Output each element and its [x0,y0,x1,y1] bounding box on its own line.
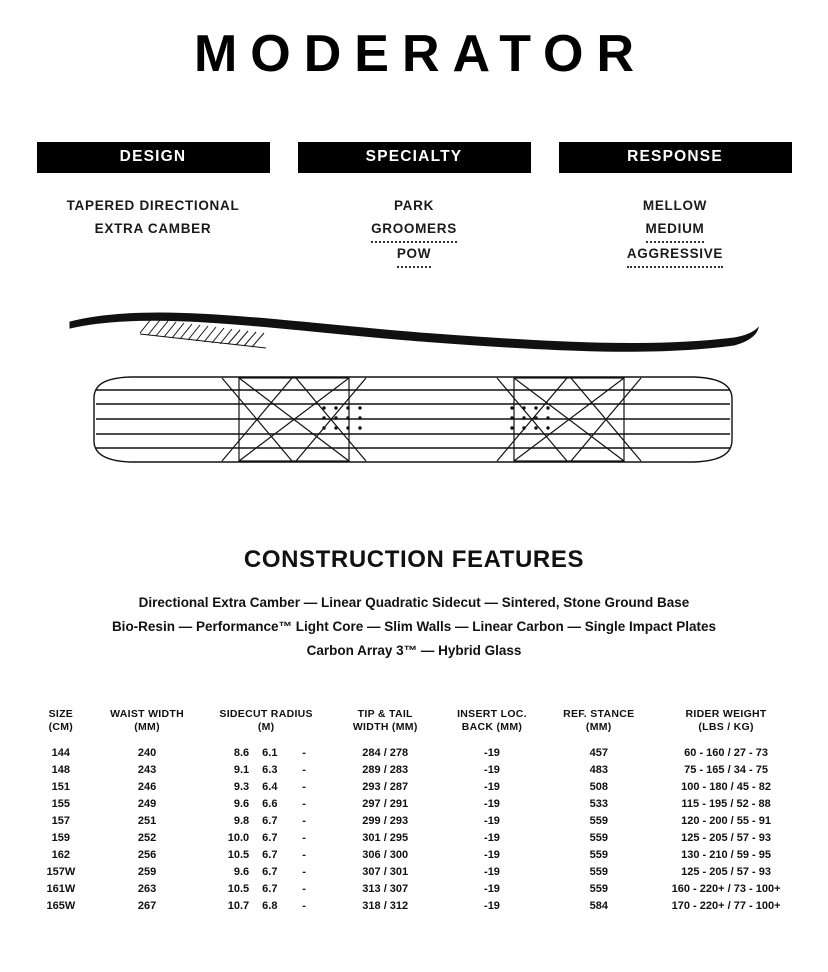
spec-item-label: MEDIUM [646,218,705,243]
spec-item-label: AGGRESSIVE [627,243,723,268]
cell-sidecut [200,736,331,762]
cell-weight: 125 - 205 / 57 - 93 [681,832,772,844]
cell-sidecut [200,881,331,898]
spec-column-specialty-heading: SPECIALTY [298,142,531,173]
cell-sidecut-b: 6.3 [262,764,278,776]
cell-size: 151 [51,781,71,793]
board-diagram-svg [34,294,794,534]
cell-tip-tail: 299 / 293 [362,815,409,827]
cell-stance: 559 [589,866,608,878]
cell-stance: 483 [589,764,608,776]
cell-sidecut [200,813,331,830]
cell-insert: -19 [484,849,500,861]
board-illustration [0,294,828,534]
table-row [28,881,800,898]
cell-waist: 256 [137,849,157,861]
cell-weight: 125 - 205 / 57 - 93 [681,866,772,878]
cell-sidecut-c: - [302,815,306,827]
column-header-size-sub: (CM) [48,721,74,733]
cell-sidecut [200,762,331,779]
cell-sidecut-c: - [302,781,306,793]
spec-column-response-heading: RESPONSE [559,142,792,173]
spec-column-design [37,142,270,268]
cell-sidecut [200,847,331,864]
cell-weight: 60 - 160 / 27 - 73 [684,747,768,759]
cell-sidecut-c: - [302,747,306,759]
table-row [28,736,800,762]
column-header-rider-weight [652,707,800,736]
column-header-weight-sub: (LBS / KG) [698,721,754,733]
spec-column-specialty-body [298,195,531,268]
spec-item [559,218,792,243]
spec-item [298,218,531,243]
cell-sidecut-a: 9.8 [233,815,250,827]
cell-sidecut-b: 6.1 [262,747,278,759]
cell-sidecut-a: 9.3 [233,781,250,793]
cell-weight: 130 - 210 / 59 - 95 [681,849,772,861]
board-top-view [94,377,732,462]
cell-stance: 559 [589,815,608,827]
cell-sidecut [200,779,331,796]
spec-item [298,195,531,218]
column-header-tip-sub: WIDTH (MM) [352,721,418,733]
construction-line: Carbon Array 3™ — Hybrid Glass [306,643,522,658]
spec-column-design-heading: DESIGN [37,142,270,173]
construction-title: CONSTRUCTION FEATURES [243,546,585,573]
cell-size: 148 [51,764,71,776]
column-header-weight-main: RIDER WEIGHT [685,708,767,720]
table-row [28,847,800,864]
spec-item-label: PARK [393,198,435,213]
cell-waist: 251 [137,815,157,827]
cell-tip-tail: 284 / 278 [362,747,409,759]
cell-stance: 559 [589,832,608,844]
cell-size: 159 [51,832,71,844]
camber-profile [70,313,758,351]
spec-column-response-body [559,195,792,268]
cell-sidecut-c: - [302,764,306,776]
cell-sidecut-c: - [302,798,306,810]
cell-waist: 240 [137,747,157,759]
cell-waist: 252 [137,832,157,844]
cell-sidecut-c: - [302,849,306,861]
table-row [28,796,800,813]
table-row [28,813,800,830]
cell-tip-tail: 318 / 312 [362,900,409,912]
spec-item [298,243,531,268]
cell-size: 155 [51,798,71,810]
construction-line: Directional Extra Camber — Linear Quadratic Sidecut — Sintered, Stone Ground Base [138,595,690,610]
cell-insert: -19 [484,883,500,895]
cell-insert: -19 [484,781,500,793]
insert-holes-front [322,406,361,429]
cell-sidecut [200,796,331,813]
cell-size: 161W [46,883,76,895]
cell-waist: 249 [137,798,157,810]
cell-stance: 508 [589,781,608,793]
cell-tip-tail: 307 / 301 [362,866,409,878]
table-row [28,864,800,881]
cell-tip-tail: 297 / 291 [362,798,409,810]
construction-line: Bio-Resin — Performance™ Light Core — Slim Walls — Linear Carbon — Single Impact Plates [111,619,717,634]
specs-table-wrapper [0,707,828,915]
cell-insert: -19 [484,815,500,827]
cell-sidecut-b: 6.7 [262,832,278,844]
cell-sidecut-b: 6.8 [262,900,278,912]
cell-size: 162 [51,849,71,861]
table-row [28,830,800,847]
spec-item-label: MELLOW [642,198,708,213]
cell-waist: 243 [137,764,157,776]
cell-insert: -19 [484,798,500,810]
cell-sidecut-a: 10.0 [227,832,250,844]
spec-item-label: GROOMERS [371,218,457,243]
cell-sidecut-b: 6.7 [262,866,278,878]
spec-columns [0,142,828,268]
cell-weight: 115 - 195 / 52 - 88 [681,798,771,810]
cell-sidecut-a: 9.6 [233,866,250,878]
cell-insert: -19 [484,764,500,776]
cell-sidecut-c: - [302,900,306,912]
specs-table [28,707,800,915]
cell-sidecut-a: 10.7 [227,900,250,912]
cell-insert: -19 [484,900,500,912]
cell-sidecut-b: 6.7 [262,815,278,827]
cell-stance: 457 [589,747,608,759]
cell-tip-tail: 313 / 307 [362,883,409,895]
cell-waist: 246 [137,781,157,793]
table-row [28,779,800,796]
cell-size: 157 [51,815,71,827]
table-header-row [28,707,800,736]
cell-weight: 75 - 165 / 34 - 75 [684,764,768,776]
cell-sidecut-b: 6.4 [262,781,278,793]
specs-table-head [28,707,800,736]
cell-sidecut-c: - [302,883,306,895]
spec-item-label: EXTRA CAMBER [94,221,212,236]
cell-weight: 160 - 220+ / 73 - 100+ [671,883,781,895]
spec-item [559,243,792,268]
spec-column-response [559,142,792,268]
cell-sidecut-a: 9.6 [233,798,250,810]
column-header-tip-main: TIP & TAIL [357,708,413,720]
cell-tip-tail: 306 / 300 [362,849,409,861]
cell-tip-tail: 293 / 287 [362,781,409,793]
spec-column-specialty [298,142,531,268]
cell-size: 165W [46,900,76,912]
column-header-sidecut-main: SIDECUT RADIUS [219,708,313,720]
column-header-sidecut-radius [200,707,331,736]
cell-insert: -19 [484,866,500,878]
table-row [28,762,800,779]
cell-sidecut-c: - [302,866,306,878]
cell-sidecut-b: 6.7 [262,849,278,861]
column-header-stance-main: REF. STANCE [563,708,635,720]
cell-sidecut-a: 10.5 [227,883,250,895]
cell-size: 157W [46,866,76,878]
cell-waist: 267 [137,900,157,912]
column-header-waist-sub: (MM) [134,721,160,733]
construction-features [0,591,828,663]
column-header-stance-sub: (MM) [585,721,612,733]
cell-weight: 120 - 200 / 55 - 91 [681,815,772,827]
cell-sidecut-a: 8.6 [233,747,250,759]
column-header-insert-sub: BACK (MM) [461,721,523,733]
cell-sidecut [200,898,331,915]
page-title: MODERATOR [193,25,648,83]
cell-sidecut-b: 6.7 [262,883,278,895]
cell-waist: 259 [137,866,157,878]
column-header-insert-location [439,707,546,736]
cell-weight: 100 - 180 / 45 - 82 [681,781,772,793]
specs-table-body [28,736,800,915]
cell-insert: -19 [484,747,500,759]
cell-tip-tail: 289 / 283 [362,764,409,776]
spec-item [559,195,792,218]
column-header-size-main: SIZE [48,708,74,720]
cell-waist: 263 [137,883,157,895]
cell-sidecut-c: - [302,832,306,844]
table-row [28,898,800,915]
column-header-waist-main: WAIST WIDTH [110,708,184,720]
cell-sidecut-b: 6.6 [262,798,278,810]
column-header-ref-stance [545,707,652,736]
cell-sidecut [200,864,331,881]
cell-stance: 559 [589,849,608,861]
column-header-tip-tail [332,707,439,736]
spec-item-label: POW [397,243,431,268]
spec-item-label: TAPERED DIRECTIONAL [66,198,240,213]
cell-stance: 533 [589,798,608,810]
cell-weight: 170 - 220+ / 77 - 100+ [671,900,781,912]
cell-sidecut [200,830,331,847]
cell-stance: 559 [589,883,608,895]
cell-tip-tail: 301 / 295 [362,832,409,844]
column-header-size [28,707,94,736]
cell-sidecut-a: 10.5 [227,849,250,861]
cell-sidecut-a: 9.1 [233,764,250,776]
column-header-insert-main: INSERT LOC. [457,708,527,720]
spec-item [37,195,270,218]
cell-stance: 584 [589,900,608,912]
column-header-sidecut-sub: (M) [257,721,275,733]
spec-column-design-body [37,195,270,241]
cell-insert: -19 [484,832,500,844]
column-header-waist-width [94,707,201,736]
spec-item [37,218,270,241]
cell-size: 144 [51,747,71,759]
